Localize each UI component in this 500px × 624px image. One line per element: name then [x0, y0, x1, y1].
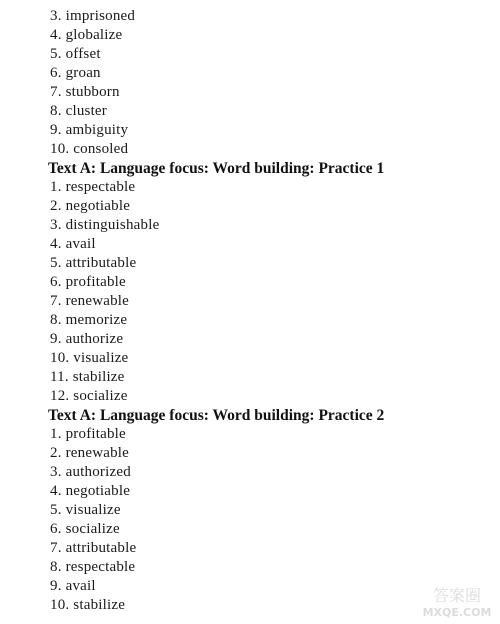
list-item: 4. avail — [50, 236, 96, 252]
list-item: 10. consoled — [50, 141, 129, 157]
list-item: 10. stabilize — [50, 597, 126, 613]
list-item: 5. offset — [50, 46, 101, 62]
list-item: 2. negotiable — [50, 198, 131, 214]
section-heading-practice-1: Text A: Language focus: Word building: Practice 1 — [48, 160, 385, 177]
list-item: 3. imprisoned — [50, 8, 136, 24]
list-item: 3. authorized — [50, 464, 131, 480]
list-item: 1. respectable — [50, 179, 136, 195]
list-item: 6. socialize — [50, 521, 120, 537]
watermark-text-bottom: MXQE.COM — [422, 606, 492, 619]
list-item: 7. attributable — [50, 540, 137, 556]
list-item: 4. negotiable — [50, 483, 131, 499]
list-item: 5. attributable — [50, 255, 137, 271]
list-item: 8. cluster — [50, 103, 107, 119]
list-item: 5. visualize — [50, 502, 121, 518]
list-item: 11. stabilize — [50, 369, 125, 385]
list-item: 3. distinguishable — [50, 217, 160, 233]
list-item: 8. memorize — [50, 312, 128, 328]
watermark-text-top: 答案圈 — [432, 586, 482, 605]
list-item: 1. profitable — [50, 426, 126, 442]
list-item: 10. visualize — [50, 350, 129, 366]
list-item: 6. profitable — [50, 274, 126, 290]
list-item: 6. groan — [50, 65, 101, 81]
list-item: 8. respectable — [50, 559, 136, 575]
list-item: 7. renewable — [50, 293, 130, 309]
list-item: 9. authorize — [50, 331, 124, 347]
watermark-logo — [420, 584, 494, 620]
list-item: 12. socialize — [50, 388, 128, 404]
list-item: 9. avail — [50, 578, 96, 594]
list-item: 2. renewable — [50, 445, 130, 461]
list-item: 7. stubborn — [50, 84, 120, 100]
list-item: 9. ambiguity — [50, 122, 129, 138]
list-item: 4. globalize — [50, 27, 123, 43]
section-heading-practice-2: Text A: Language focus: Word building: Practice 2 — [48, 407, 385, 424]
